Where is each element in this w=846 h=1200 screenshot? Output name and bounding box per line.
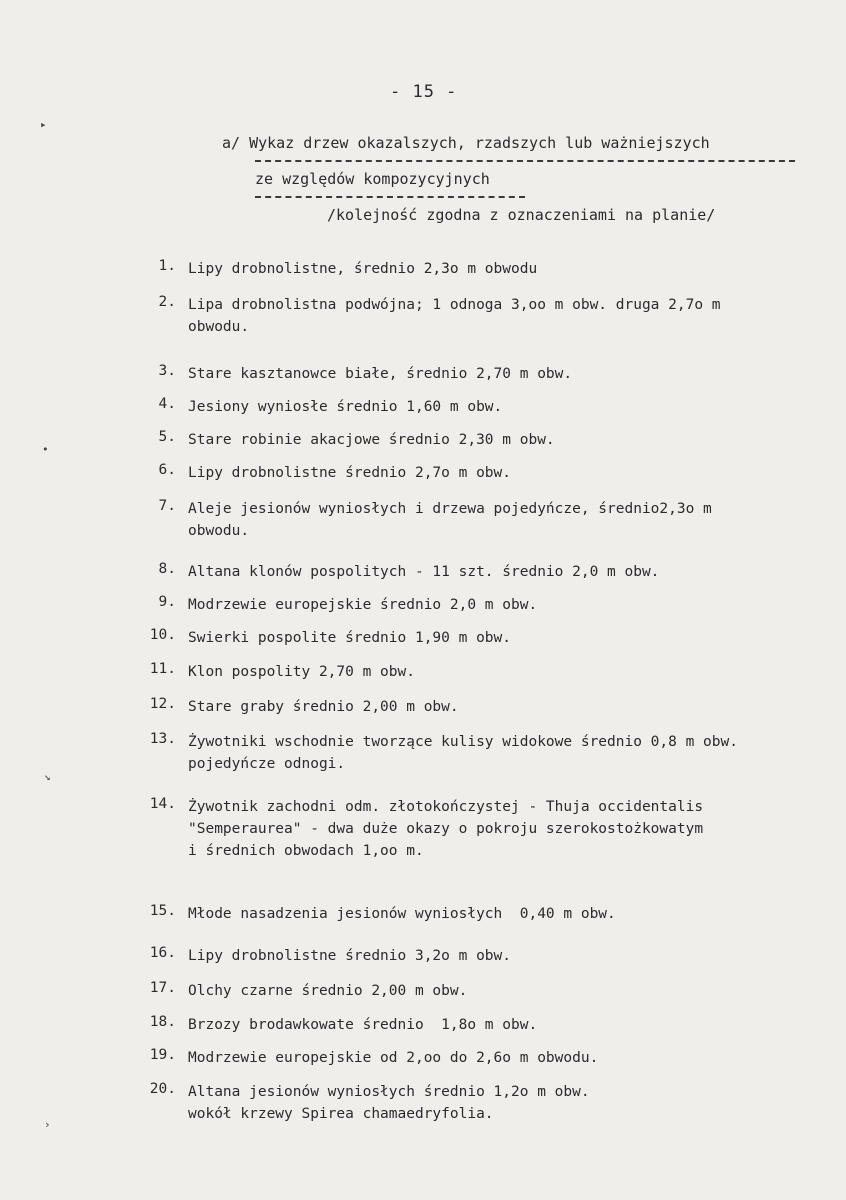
list-item-text: Aleje jesionów wyniosłych i drzewa pojedyńcze, średnio2,3o m obwodu. [188, 501, 712, 539]
list-item-number: 16. [149, 945, 176, 961]
heading-line-3: /kolejność zgodna z oznaczeniami na planie/ [327, 206, 716, 224]
list-item-number: 10. [149, 627, 176, 643]
list-item-text: Jesiony wyniosłe średnio 1,60 m obw. [188, 399, 503, 415]
page-number: - 15 - [390, 82, 458, 102]
list-item-number: 1. [158, 258, 176, 274]
list-item-text: Lipy drobnolistne średnio 3,2o m obw. [188, 948, 512, 964]
list-item-number: 5. [158, 429, 176, 445]
list-item-text: Brzozy brodawkowate średnio 1,8o m obw. [188, 1017, 538, 1033]
heading-line-2: ze względów kompozycyjnych [255, 170, 490, 188]
list-item-text: Swierki pospolite średnio 1,90 m obw. [188, 630, 512, 646]
list-item-text: Stare kasztanowce białe, średnio 2,70 m obw. [188, 366, 573, 382]
list-item-text: Lipy drobnolistne średnio 2,7o m obw. [188, 465, 512, 481]
heading-line-1: a/ Wykaz drzew okazalszych, rzadszych lub ważniejszych [222, 134, 710, 152]
list-item-number: 12. [149, 696, 176, 712]
list-item-number: 17. [149, 980, 176, 996]
list-item-text: Lipy drobnolistne, średnio 2,3o m obwodu [188, 261, 538, 277]
list-item-number: 2. [158, 294, 176, 310]
list-item-text: Altana klonów pospolitych - 11 szt. średnio 2,0 m obw. [188, 564, 660, 580]
list-item-number: 19. [149, 1047, 176, 1063]
list-item-text: Żywotnik zachodni odm. złotokończystej - Thuja occidentalis "Semperaurea" - dwa duże okazy o pokroju szerokostożkowatym i średnich obwodach 1,oo m. [188, 799, 704, 859]
margin-mark: • [42, 443, 49, 456]
list-item-number: 8. [158, 561, 176, 577]
list-item-number: 7. [158, 498, 176, 514]
list-item-number: 6. [158, 462, 176, 478]
list-item-text: Lipa drobnolistna podwójna; 1 odnoga 3,oo m obw. druga 2,7o m obwodu. [188, 297, 721, 335]
list-item-number: 3. [158, 363, 176, 379]
list-item-text: Modrzewie europejskie od 2,oo do 2,6o m obwodu. [188, 1050, 599, 1066]
list-item-number: 11. [149, 661, 176, 677]
heading-underline-1 [255, 160, 795, 162]
list-item-text: Młode nasadzenia jesionów wyniosłych 0,40 m obw. [188, 906, 616, 922]
list-item-text: Stare graby średnio 2,00 m obw. [188, 699, 459, 715]
list-item-text: Klon pospolity 2,70 m obw. [188, 664, 415, 680]
list-item-number: 4. [158, 396, 176, 412]
margin-mark: › [44, 1118, 51, 1131]
list-item-number: 15. [149, 903, 176, 919]
margin-mark: ▸ [40, 118, 47, 131]
margin-mark: ↘ [44, 770, 51, 783]
list-item-text: Modrzewie europejskie średnio 2,0 m obw. [188, 597, 538, 613]
list-item-number: 20. [149, 1081, 176, 1097]
list-item-number: 9. [158, 594, 176, 610]
list-item-text: Żywotniki wschodnie tworzące kulisy widokowe średnio 0,8 m obw. pojedyńcze odnogi. [188, 734, 738, 772]
list-item-text: Altana jesionów wyniosłych średnio 1,2o m obw. wokół krzewy Spirea chamaedryfolia. [188, 1084, 590, 1122]
list-item-number: 13. [149, 731, 176, 747]
heading-underline-2 [255, 196, 525, 198]
list-item-number: 14. [149, 796, 176, 812]
list-item-text: Stare robinie akacjowe średnio 2,30 m obw. [188, 432, 555, 448]
list-item-number: 18. [149, 1014, 176, 1030]
list-item-text: Olchy czarne średnio 2,00 m obw. [188, 983, 468, 999]
